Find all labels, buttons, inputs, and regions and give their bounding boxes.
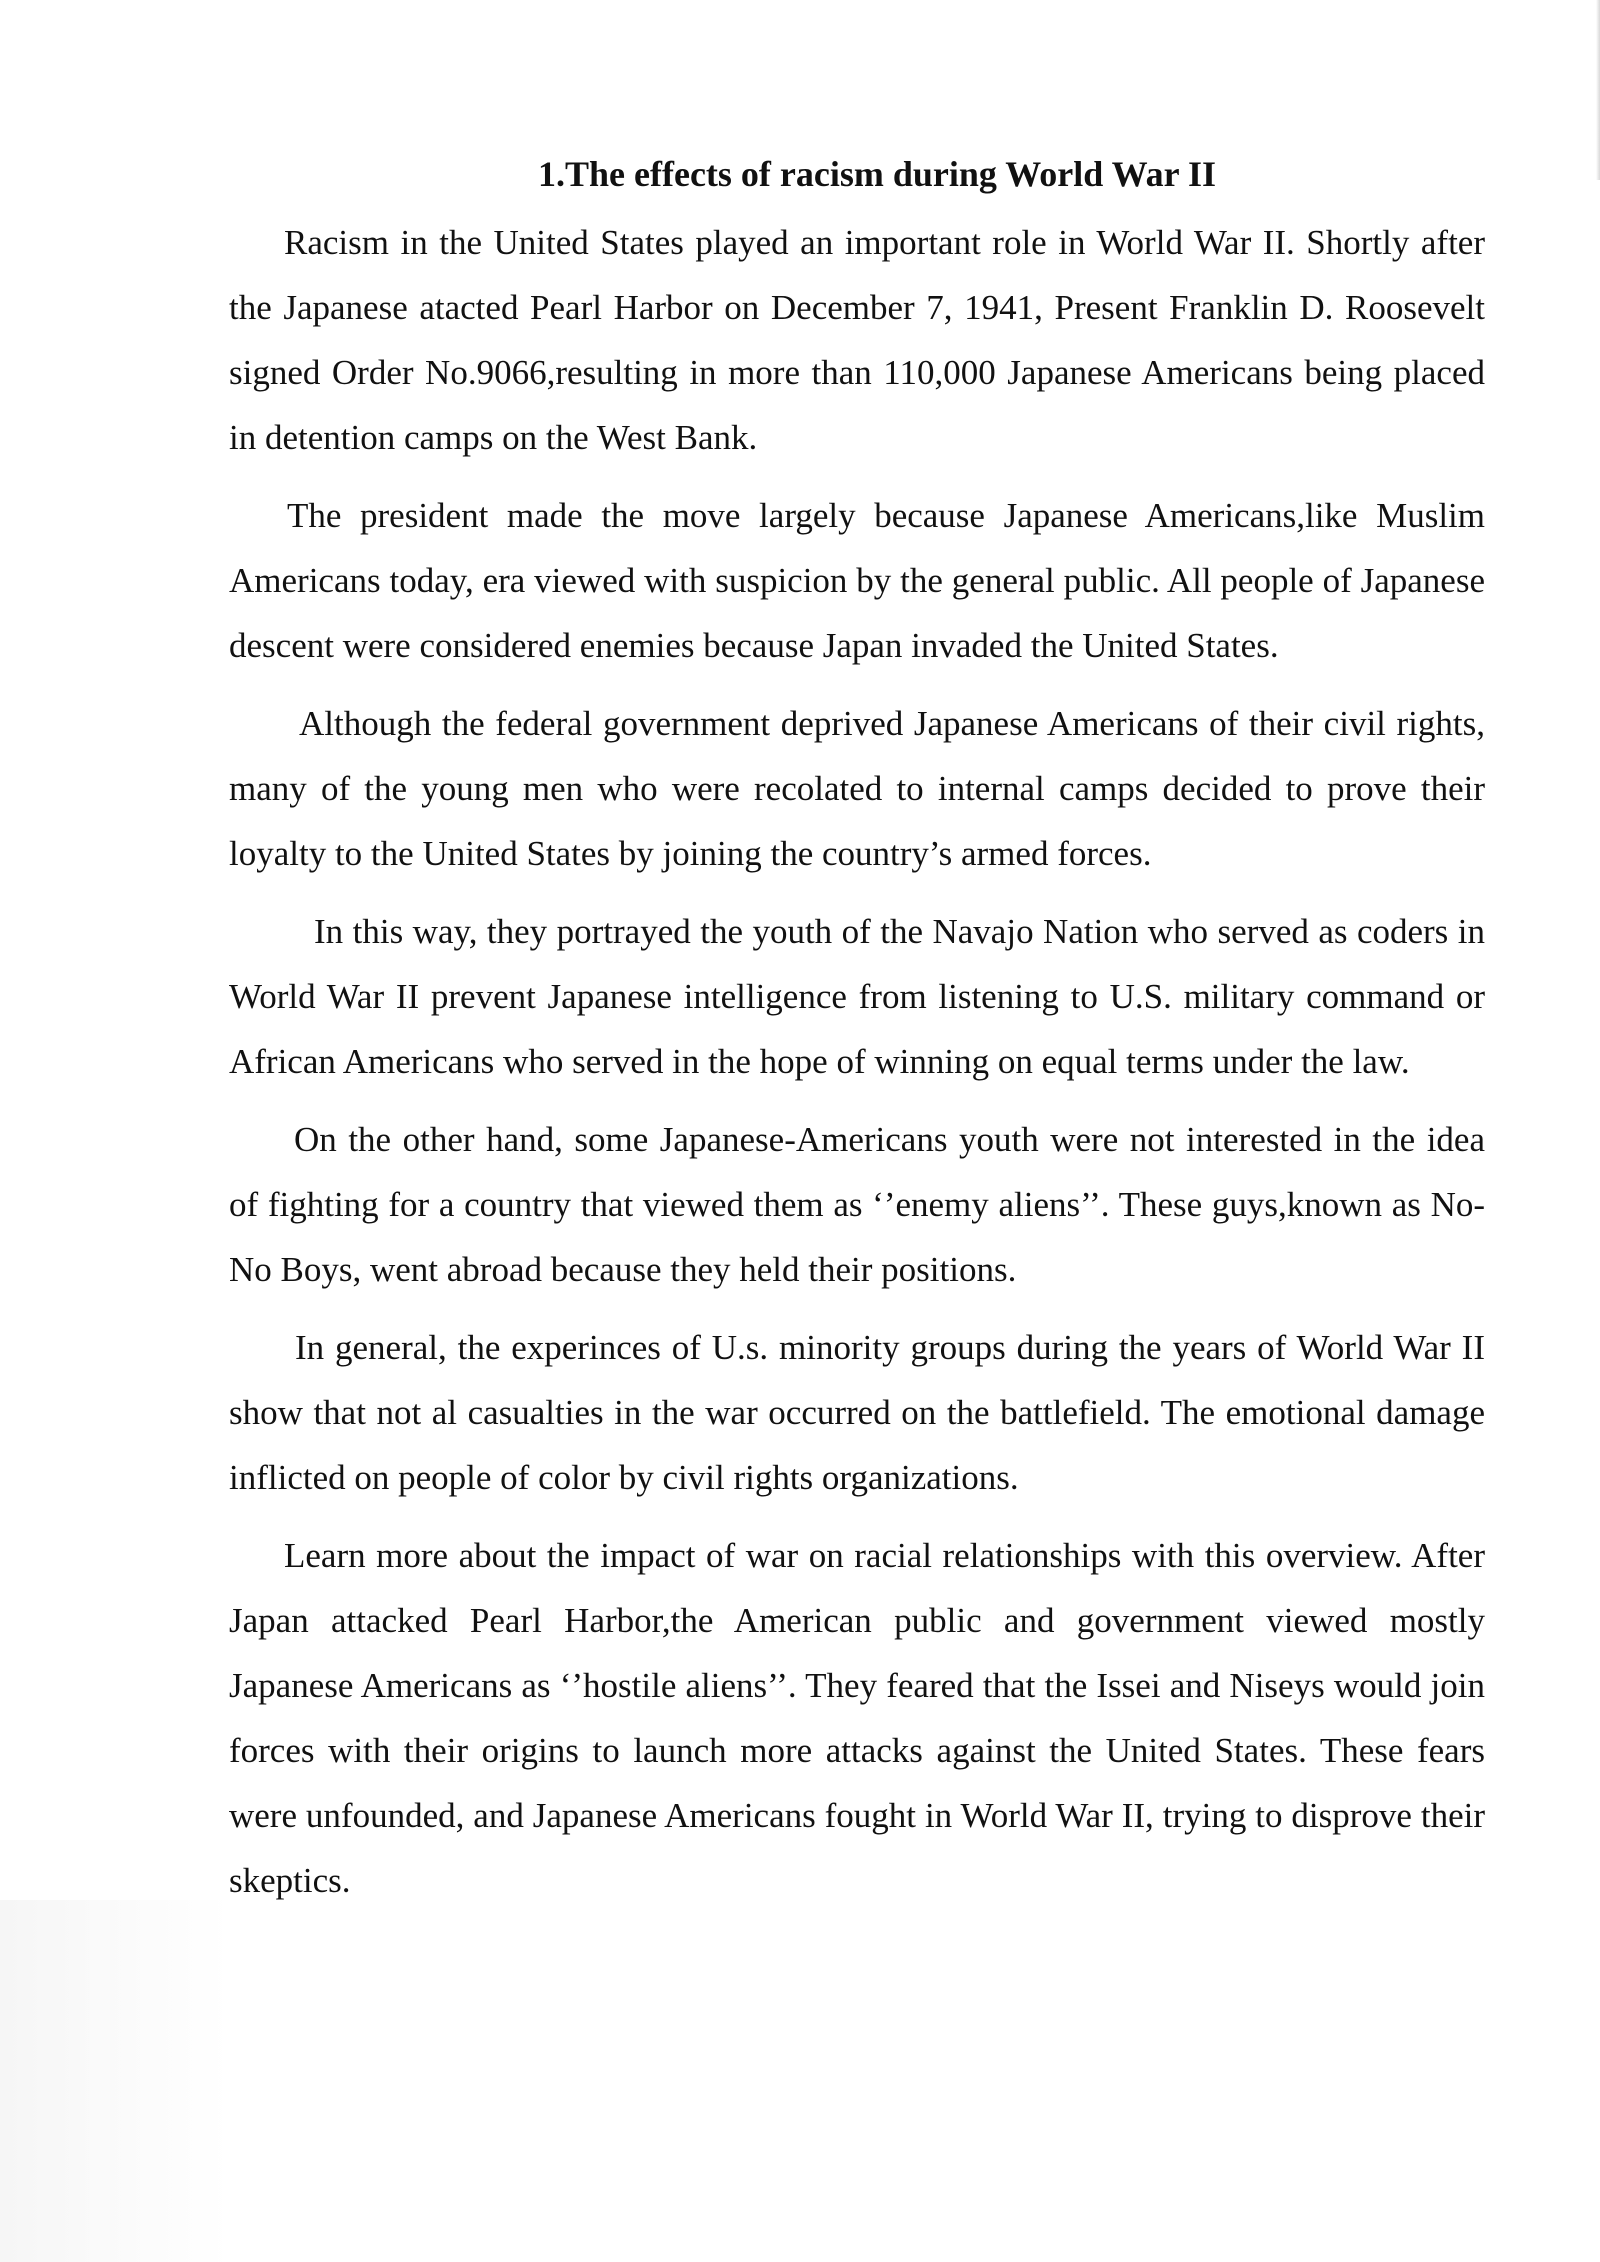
paragraph-1: Racism in the United States played an important role in World War II. Shortly after the Japanese atacted Pearl Harbor on December 7, 1941, Present Franklin D. Roosevelt signed Order No.9066,resulting in more than 110,000 Japanese Americans being placed in detention camps on the West Bank. [229, 223, 1485, 457]
page-edge-shadow [1596, 0, 1600, 180]
paragraph-3: Although the federal government deprived Japanese Americans of their civil rights, many of the young men who were recolated to internal camps decided to prove their loyalty to the United States by joining the country’s armed forces. [229, 704, 1485, 873]
document-title: 1.The effects of racism during World War II [538, 154, 1216, 194]
paragraph-4: In this way, they portrayed the youth of the Navajo Nation who served as coders in World War II prevent Japanese intelligence from listening to U.S. military command or African Americans who served in the hope of winning on equal terms under the law. [229, 912, 1485, 1081]
paragraph-2: The president made the move largely because Japanese Americans,like Muslim Americans today, era viewed with suspicion by the general public. All people of Japanese descent were considered enemies because Japan invaded the United States. [229, 496, 1485, 665]
paragraph-7: Learn more about the impact of war on racial relationships with this overview. After Japan attacked Pearl Harbor,the American public and government viewed mostly Japanese Americans as ‘’hostile aliens’’. They feared that the Issei and Niseys would join forces with their origins to launch more attacks against the United States. These fears were unfounded, and Japanese Americans fought in World War II, trying to disprove their skeptics. [229, 1536, 1485, 1900]
document-body [229, 148, 1485, 1926]
paragraph-6: In general, the experinces of U.s. minority groups during the years of World War II show that not al casualties in the war occurred on the battlefield. The emotional damage inflicted on people of color by civil rights organizations. [229, 1328, 1485, 1497]
page-scan-shading [0, 1900, 230, 2262]
paragraph-5: On the other hand, some Japanese-Americans youth were not interested in the idea of fighting for a country that viewed them as ‘’enemy aliens’’. These guys,known as No-No Boys, went abroad because they held their positions. [229, 1120, 1485, 1289]
